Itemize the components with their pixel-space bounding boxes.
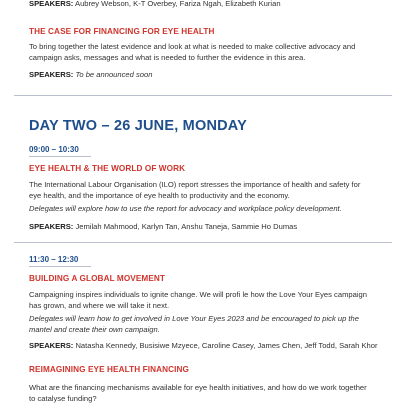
speakers-line (29, 0, 281, 8)
speakers-names: Natasha Kennedy, Busisiwe Mzyece, Caroline Casey, James Chen, Jeff Todd, Sarah Khor (75, 341, 378, 350)
divider (14, 95, 392, 96)
speakers-label: SPEAKERS: (29, 341, 74, 350)
session-note: Delegates will explore how to use the report for advocacy and workplace policy development. (29, 204, 342, 213)
session-title: REIMAGINING EYE HEALTH FINANCING (29, 365, 189, 374)
day-title: DAY TWO – 26 JUNE, MONDAY (29, 118, 247, 134)
session-title: EYE HEALTH & THE WORLD OF WORK (29, 164, 186, 173)
session-note: Delegates will learn how to get involved in Love Your Eyes 2023 and be encouraged to pick up the mantel and create their own campaign. (29, 314, 359, 334)
speakers-names: Aubrey Webson, K-T Overbey, Fariza Ngah, Elizabeth Kurian (75, 0, 281, 8)
speakers-label: SPEAKERS: (29, 0, 74, 8)
speakers-label: SPEAKERS: (29, 70, 74, 79)
session-title: THE CASE FOR FINANCING FOR EYE HEALTH (29, 27, 215, 36)
session-time: 09:00 – 10:30 (29, 145, 79, 154)
speakers-line (29, 222, 297, 231)
session-description: Campaigning inspires individuals to ignite change. We will profi le how the Love Your Eyes campaign has grown, and where we will take it next. (29, 290, 367, 310)
session-title: BUILDING A GLOBAL MOVEMENT (29, 274, 166, 283)
time-underline (29, 266, 91, 267)
time-underline (29, 156, 91, 157)
speakers-line (29, 341, 378, 350)
speakers-line (29, 70, 152, 79)
session-description: To bring together the latest evidence and look at what is needed to make collective advocacy and campaign asks, messages and what is needed to further the evidence in this area. (29, 42, 356, 62)
session-time: 11:30 – 12:30 (29, 255, 79, 264)
speakers-names: Jemilah Mahmood, Karlyn Tan, Anshu Taneja, Sammie Ho Dumas (75, 222, 298, 231)
session-description: What are the financing mechanisms available for eye health initiatives, and how do we work together to catalyse funding? (29, 383, 367, 403)
speakers-names: To be announced soon (75, 70, 153, 79)
session-description: The International Labour Organisation (ILO) report stresses the importance of health and safety for eye health, and the importance of eye health to productivity and the economy. (29, 180, 361, 200)
divider (14, 242, 392, 243)
speakers-label: SPEAKERS: (29, 222, 74, 231)
